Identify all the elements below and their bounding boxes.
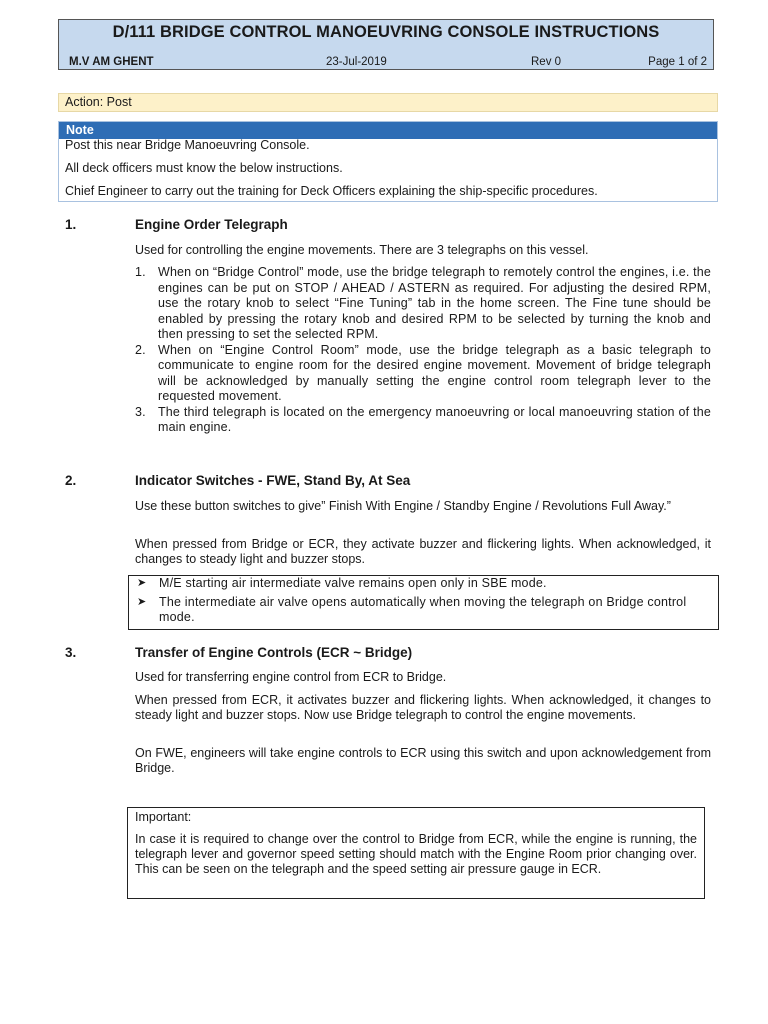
bullet-text: The intermediate air valve opens automatically when moving the telegraph on Bridge control mode.	[159, 595, 687, 624]
arrow-bullet-icon: ➤	[137, 596, 147, 608]
document-date: 23-Jul-2019	[326, 56, 387, 68]
section-title: Indicator Switches - FWE, Stand By, At Sea	[135, 473, 411, 488]
page-indicator: Page 1 of 2	[648, 56, 707, 68]
note-line: Chief Engineer to carry out the training for Deck Officers explaining the ship-specific procedures.	[65, 184, 598, 198]
list-item	[135, 265, 711, 343]
section-title: Transfer of Engine Controls (ECR ~ Bridge)	[135, 645, 413, 660]
section-paragraph: On FWE, engineers will take engine controls to ECR using this switch and upon acknowledgement from Bridge.	[135, 746, 711, 775]
list-item-text: The third telegraph is located on the emergency manoeuvring or local manoeuvring station of the main engine.	[158, 404, 711, 434]
important-box	[127, 807, 705, 899]
section-paragraph: When pressed from ECR, it activates buzzer and flickering lights. When acknowledged, it changes to steady light and buzzer stops. Now use Bridge telegraph to control the engine movements.	[135, 693, 711, 722]
note-line: Post this near Bridge Manoeuvring Console.	[65, 138, 310, 152]
bullet-item	[137, 595, 704, 625]
document-header	[58, 19, 714, 70]
section-title: Engine Order Telegraph	[135, 217, 288, 232]
list-item	[135, 343, 711, 405]
section-paragraph: Use these button switches to give” Finish With Engine / Standby Engine / Revolutions Full Away.”	[135, 499, 671, 513]
note-heading: Note	[59, 122, 717, 139]
vessel-name: M.V AM GHENT	[69, 56, 154, 68]
telegraph-list	[135, 265, 711, 436]
section-paragraph: Used for transferring engine control from ECR to Bridge.	[135, 670, 447, 684]
revision-label: Rev 0	[531, 56, 562, 68]
note-line: All deck officers must know the below instructions.	[65, 161, 343, 175]
list-item-number: 3.	[135, 404, 146, 419]
list-item	[135, 405, 711, 436]
section-paragraph: When pressed from Bridge or ECR, they activate buzzer and flickering lights. When acknowledged, it changes to steady light and buzzer stops.	[135, 537, 711, 566]
list-item-number: 2.	[135, 342, 146, 357]
bullet-item	[137, 576, 704, 591]
bullet-text: M/E starting air intermediate valve remains open only in SBE mode.	[159, 576, 547, 590]
action-banner: Action: Post	[58, 93, 718, 112]
section-number: 3.	[65, 645, 77, 660]
important-text: In case it is required to change over the control to Bridge from ECR, while the engine is running, the telegraph lever and governor speed setting should match with the Engine Room prior changing over. This can be seen on the telegraph and the speed setting air pressure gauge in ECR.	[135, 832, 697, 876]
arrow-bullet-icon: ➤	[137, 577, 147, 589]
important-heading: Important:	[135, 810, 192, 824]
note-box	[58, 121, 718, 202]
list-item-text: When on “Engine Control Room” mode, use the bridge telegraph as a basic telegraph to communicate to engine room for the desired engine movement. Movement of bridge telegraph will be acknowledged by manually setting the engine control room telegraph lever to the requested movement.	[158, 342, 711, 403]
document-title: D/111 BRIDGE CONTROL MANOEUVRING CONSOLE INSTRUCTIONS	[112, 23, 660, 41]
list-item-number: 1.	[135, 265, 146, 279]
list-item-text: When on “Bridge Control” mode, use the bridge telegraph to remotely control the engines, i.e. the engines can be put on STOP / AHEAD / ASTERN as required. For adjusting the desired RPM, use the rotary knob to select “Fine Tuning” tab in the home screen. The Fine tune should be enabled by pressing the rotary knob and desired RPM to be selected by turning the knob and then pressing to set the selected RPM.	[158, 265, 711, 341]
bullet-box	[128, 575, 719, 630]
section-intro: Used for controlling the engine movements. There are 3 telegraphs on this vessel.	[135, 243, 589, 257]
section-number: 2.	[65, 473, 77, 488]
section-number: 1.	[65, 217, 77, 232]
